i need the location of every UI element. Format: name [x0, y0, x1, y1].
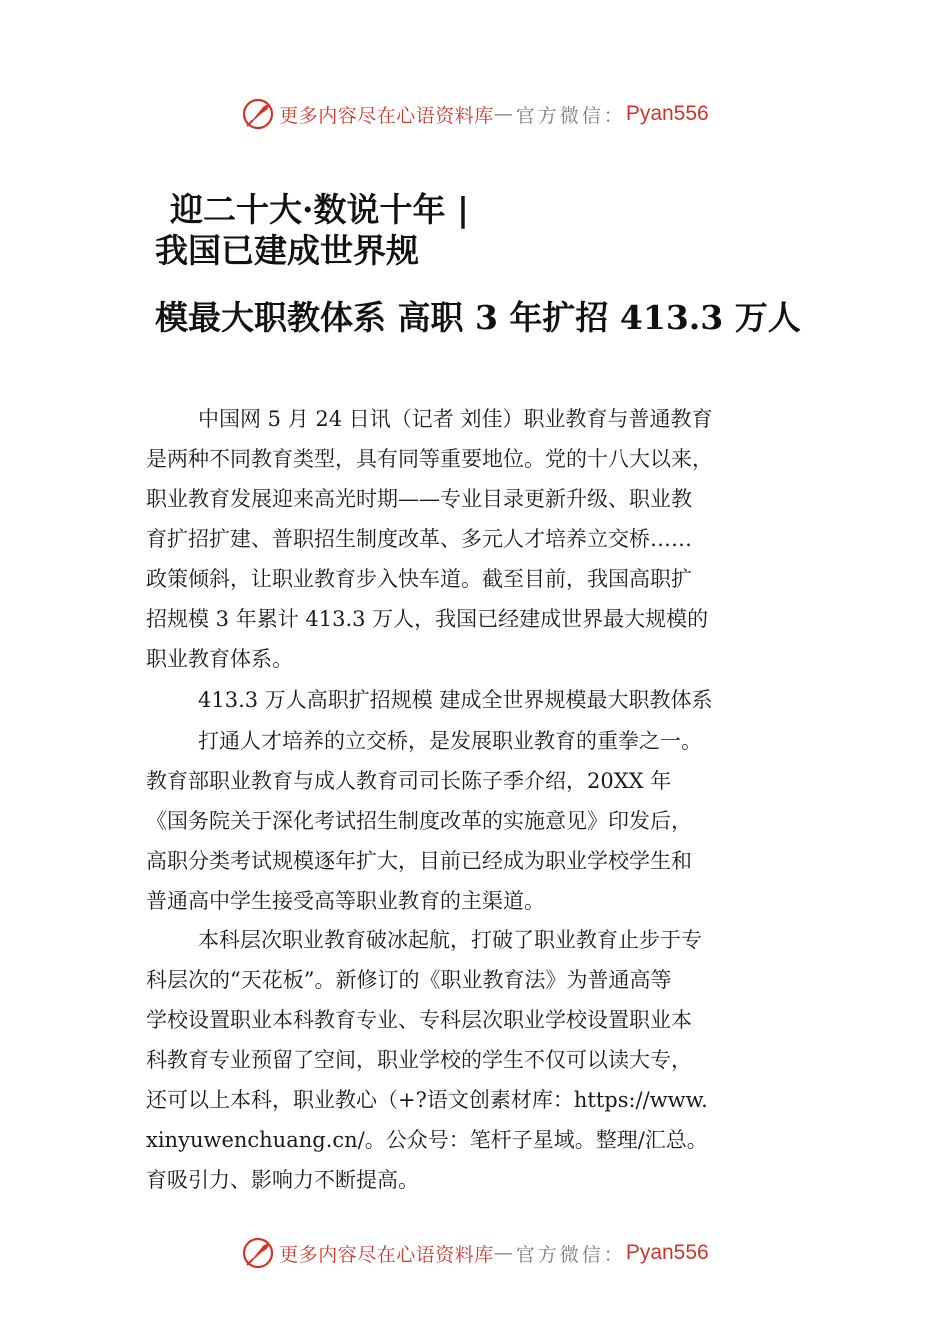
paragraph-line: 科层次的“天花板”。新修订的《职业教育法》为普通高等: [146, 968, 672, 992]
banner-site-name: 更多内容尽在心语资料库: [279, 104, 494, 127]
banner-dash: —: [493, 103, 516, 125]
paragraph-line: 还可以上本科，职业教心（+?语文创素材库：https://www.: [146, 1088, 708, 1112]
paragraph-line: 教育部职业教育与成人教育司司长陈子季介绍，20XX 年: [146, 769, 672, 793]
paragraph-line: 是两种不同教育类型，具有同等重要地位。党的十八大以来，: [146, 447, 713, 471]
paragraph-line: 学校设置职业本科教育专业、专科层次职业学校设置职业本: [146, 1008, 692, 1032]
title-line-1: 迎二十大·数说十年 |: [170, 190, 469, 229]
banner-site-name: 更多内容尽在心语资料库: [279, 1243, 494, 1266]
paragraph-line: 科教育专业预留了空间，职业学校的学生不仅可以读大专，: [146, 1048, 692, 1072]
quill-logo-icon: [241, 1236, 275, 1270]
paragraph-line: 本科层次职业教育破冰起航，打破了职业教育止步于专: [198, 928, 702, 952]
banner-wechat-label: 官方微信：: [515, 1243, 626, 1266]
title-line-3: 模最大职教体系 高职 3 年扩招 413.3 万人: [155, 298, 801, 337]
quill-logo-icon: [241, 97, 275, 131]
paragraph-line: 普通高中学生接受高等职业教育的主渠道。: [146, 889, 545, 913]
paragraph-line: 《国务院关于深化考试招生制度改革的实施意见》印发后，: [146, 809, 692, 833]
paragraph-line: 政策倾斜，让职业教育步入快车道。截至目前，我国高职扩: [146, 567, 692, 591]
paragraph-line: 打通人才培养的立交桥，是发展职业教育的重拳之一。: [198, 729, 702, 753]
banner-dash: —: [493, 1242, 516, 1264]
banner-wechat-id: Pyan556: [625, 1241, 709, 1264]
paragraph-line: 413.3 万人高职扩招规模 建成全世界规模最大职教体系: [198, 688, 713, 712]
paragraph-line: 职业教育发展迎来高光时期——专业目录更新升级、职业教: [146, 487, 692, 511]
paragraph-line: 职业教育体系。: [146, 647, 293, 671]
banner-wechat-label: 官方微信：: [515, 104, 626, 127]
paragraph-line: 高职分类考试规模逐年扩大，目前已经成为职业学校学生和: [146, 849, 692, 873]
banner-wechat-id: Pyan556: [625, 102, 709, 125]
paragraph-line: 育扩招扩建、普职招生制度改革、多元人才培养立交桥……: [146, 527, 692, 551]
footer-banner: [0, 1233, 950, 1273]
paragraph-line: 招规模 3 年累计 413.3 万人，我国已经建成世界最大规模的: [146, 607, 709, 631]
title-line-2: 我国已建成世界规: [155, 231, 419, 270]
header-banner: [0, 94, 950, 134]
paragraph-line: xinyuwenchuang.cn/。公众号：笔杆子星域。整理/汇总。: [146, 1128, 708, 1152]
paragraph-line: 中国网 5 月 24 日讯（记者 刘佳）职业教育与普通教育: [198, 407, 713, 431]
paragraph-line: 育吸引力、影响力不断提高。: [146, 1168, 419, 1192]
